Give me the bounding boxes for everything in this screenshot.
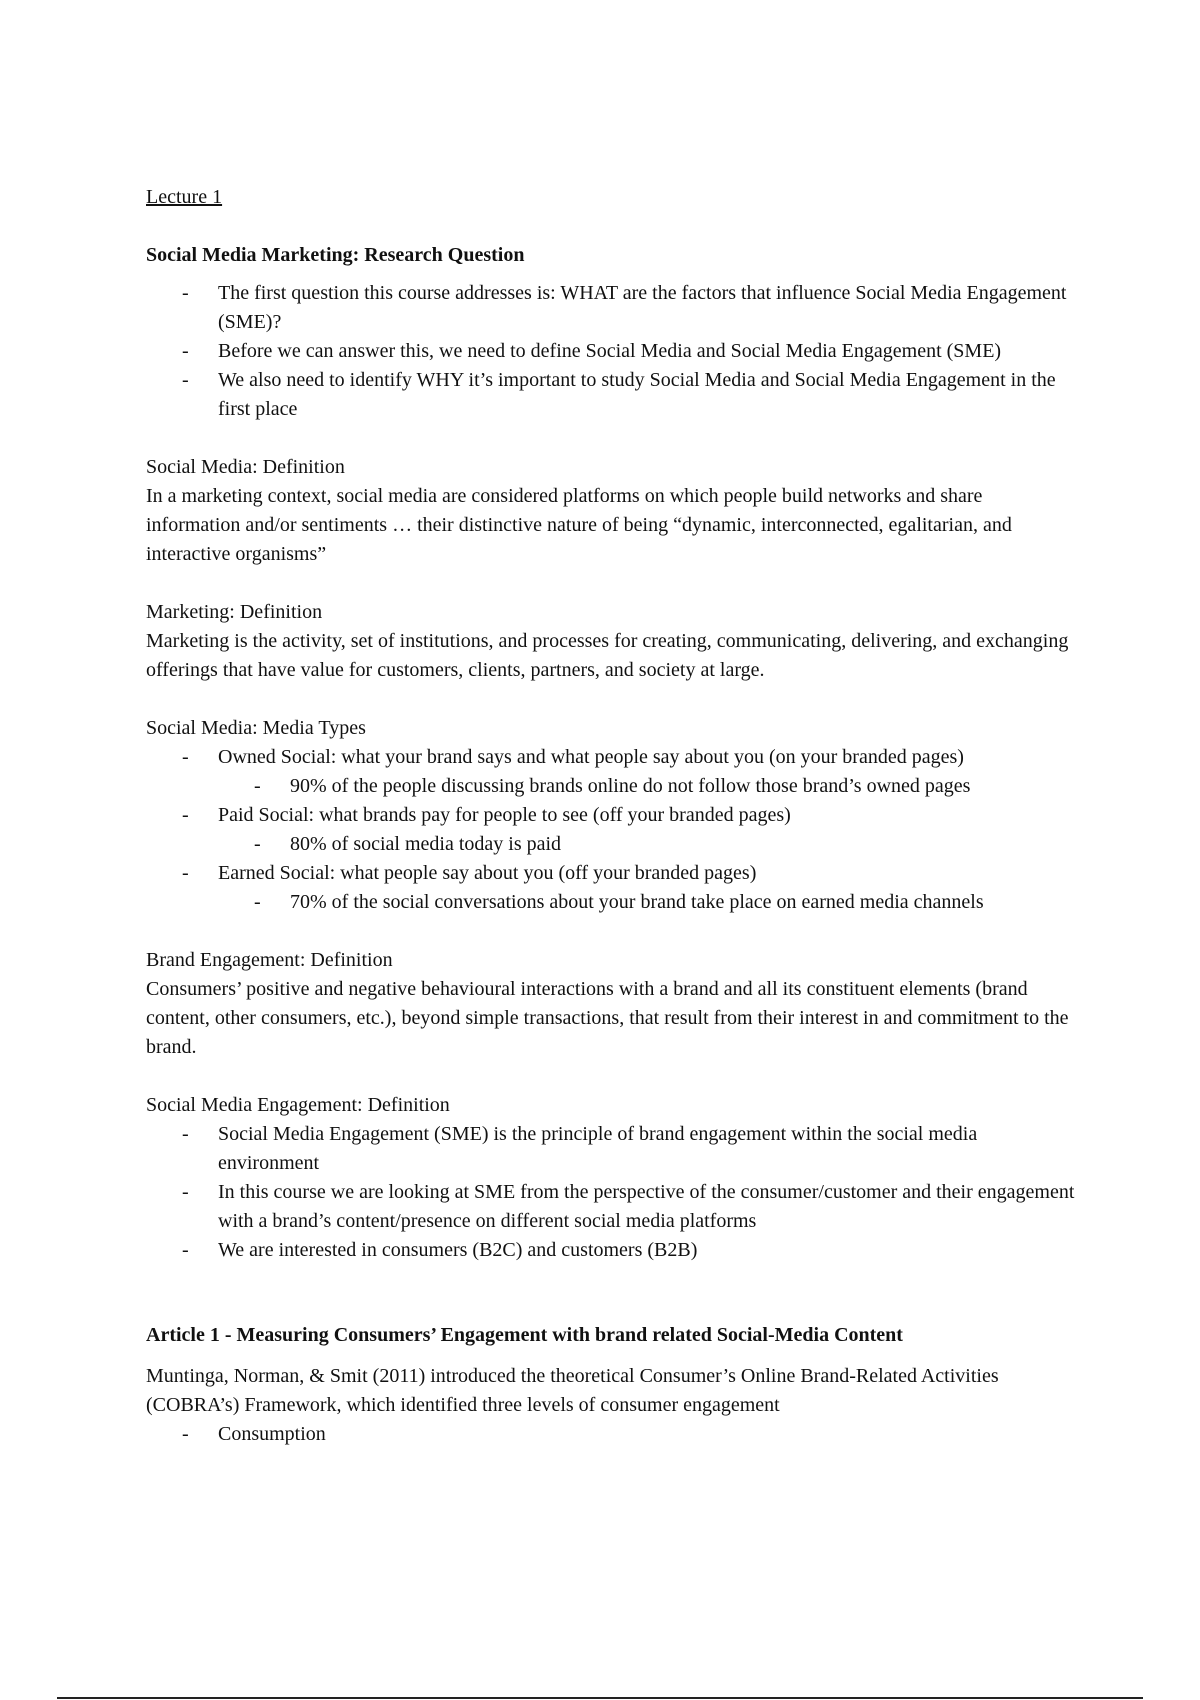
article-1 <box>146 1321 1076 1449</box>
list-item: - Consumption <box>146 1420 1076 1449</box>
media-type-paid: Paid Social: what brands pay for people to see (off your branded pages) <box>218 804 791 826</box>
brand-engagement-text: Consumers’ positive and negative behavioural interactions with a brand and all its constituent elements (brand content, other consumers, etc.), beyond simple transactions, that result from their interest in and commitment to the brand. <box>146 978 1069 1058</box>
list-item: - We also need to identify WHY it’s important to study Social Media and Social Media Engagement in the first place <box>146 366 1076 424</box>
list-item: - We are interested in consumers (B2C) and customers (B2B) <box>146 1236 1076 1265</box>
sub-list <box>218 830 1076 859</box>
sme-list <box>146 1120 1076 1265</box>
list-item <box>146 743 1076 772</box>
list-item: - Social Media Engagement (SME) is the principle of brand engagement within the social media environment <box>146 1120 1076 1178</box>
sub-list <box>218 888 1076 917</box>
social-media-definition-text: In a marketing context, social media are considered platforms on which people build networks and share information and/or sentiments … their distinctive nature of being “dynamic, interconnected, egalitarian, and interactive organisms” <box>146 485 1012 565</box>
media-types-list-2 <box>146 801 1076 830</box>
list-item <box>146 801 1076 830</box>
list-item: - In this course we are looking at SME from the perspective of the consumer/customer and their engagement with a brand’s content/presence on different social media platforms <box>146 1178 1076 1236</box>
sub-list <box>218 772 1076 801</box>
article-1-list <box>146 1420 1076 1449</box>
page-bottom-rule <box>57 1697 1143 1699</box>
media-type-owned: Owned Social: what your brand says and what people say about you (on your branded pages) <box>218 746 964 768</box>
sub-list-item: - 70% of the social conversations about your brand take place on earned media channels <box>218 888 1076 917</box>
media-types-list-3 <box>146 859 1076 888</box>
media-types-list <box>146 743 1076 772</box>
list-item <box>146 859 1076 888</box>
media-types <box>146 714 1076 917</box>
media-type-earned: Earned Social: what people say about you (off your branded pages) <box>218 862 757 884</box>
lecture-title: Lecture 1 <box>146 186 223 208</box>
list-item: - The first question this course addresses is: WHAT are the factors that influence Social Media Engagement (SME)? <box>146 279 1076 337</box>
section1-list <box>146 279 1076 424</box>
brand-engagement-heading: Brand Engagement: Definition <box>146 949 393 971</box>
sub-list-item: - 90% of the people discussing brands online do not follow those brand’s owned pages <box>218 772 1076 801</box>
brand-engagement-definition <box>146 946 1076 1062</box>
social-media-definition-heading: Social Media: Definition <box>146 456 345 478</box>
marketing-definition <box>146 598 1076 685</box>
article-1-heading: Article 1 - Measuring Consumers’ Engagement with brand related Social-Media Content <box>146 1324 903 1346</box>
list-item: - Before we can answer this, we need to define Social Media and Social Media Engagement (SME) <box>146 337 1076 366</box>
social-media-definition <box>146 453 1076 569</box>
sub-list-item: - 80% of social media today is paid <box>218 830 1076 859</box>
document-page <box>146 183 1076 1449</box>
marketing-definition-text: Marketing is the activity, set of institutions, and processes for creating, communicating, delivering, and exchanging offerings that have value for customers, clients, partners, and society at large. <box>146 630 1069 681</box>
section1-heading: Social Media Marketing: Research Question <box>146 244 525 266</box>
sme-definition <box>146 1091 1076 1265</box>
marketing-definition-heading: Marketing: Definition <box>146 601 323 623</box>
article-1-text: Muntinga, Norman, & Smit (2011) introduced the theoretical Consumer’s Online Brand-Related Activities (COBRA’s) Framework, which identified three levels of consumer engagement <box>146 1365 999 1416</box>
sme-definition-heading: Social Media Engagement: Definition <box>146 1094 450 1116</box>
media-types-heading: Social Media: Media Types <box>146 717 366 739</box>
